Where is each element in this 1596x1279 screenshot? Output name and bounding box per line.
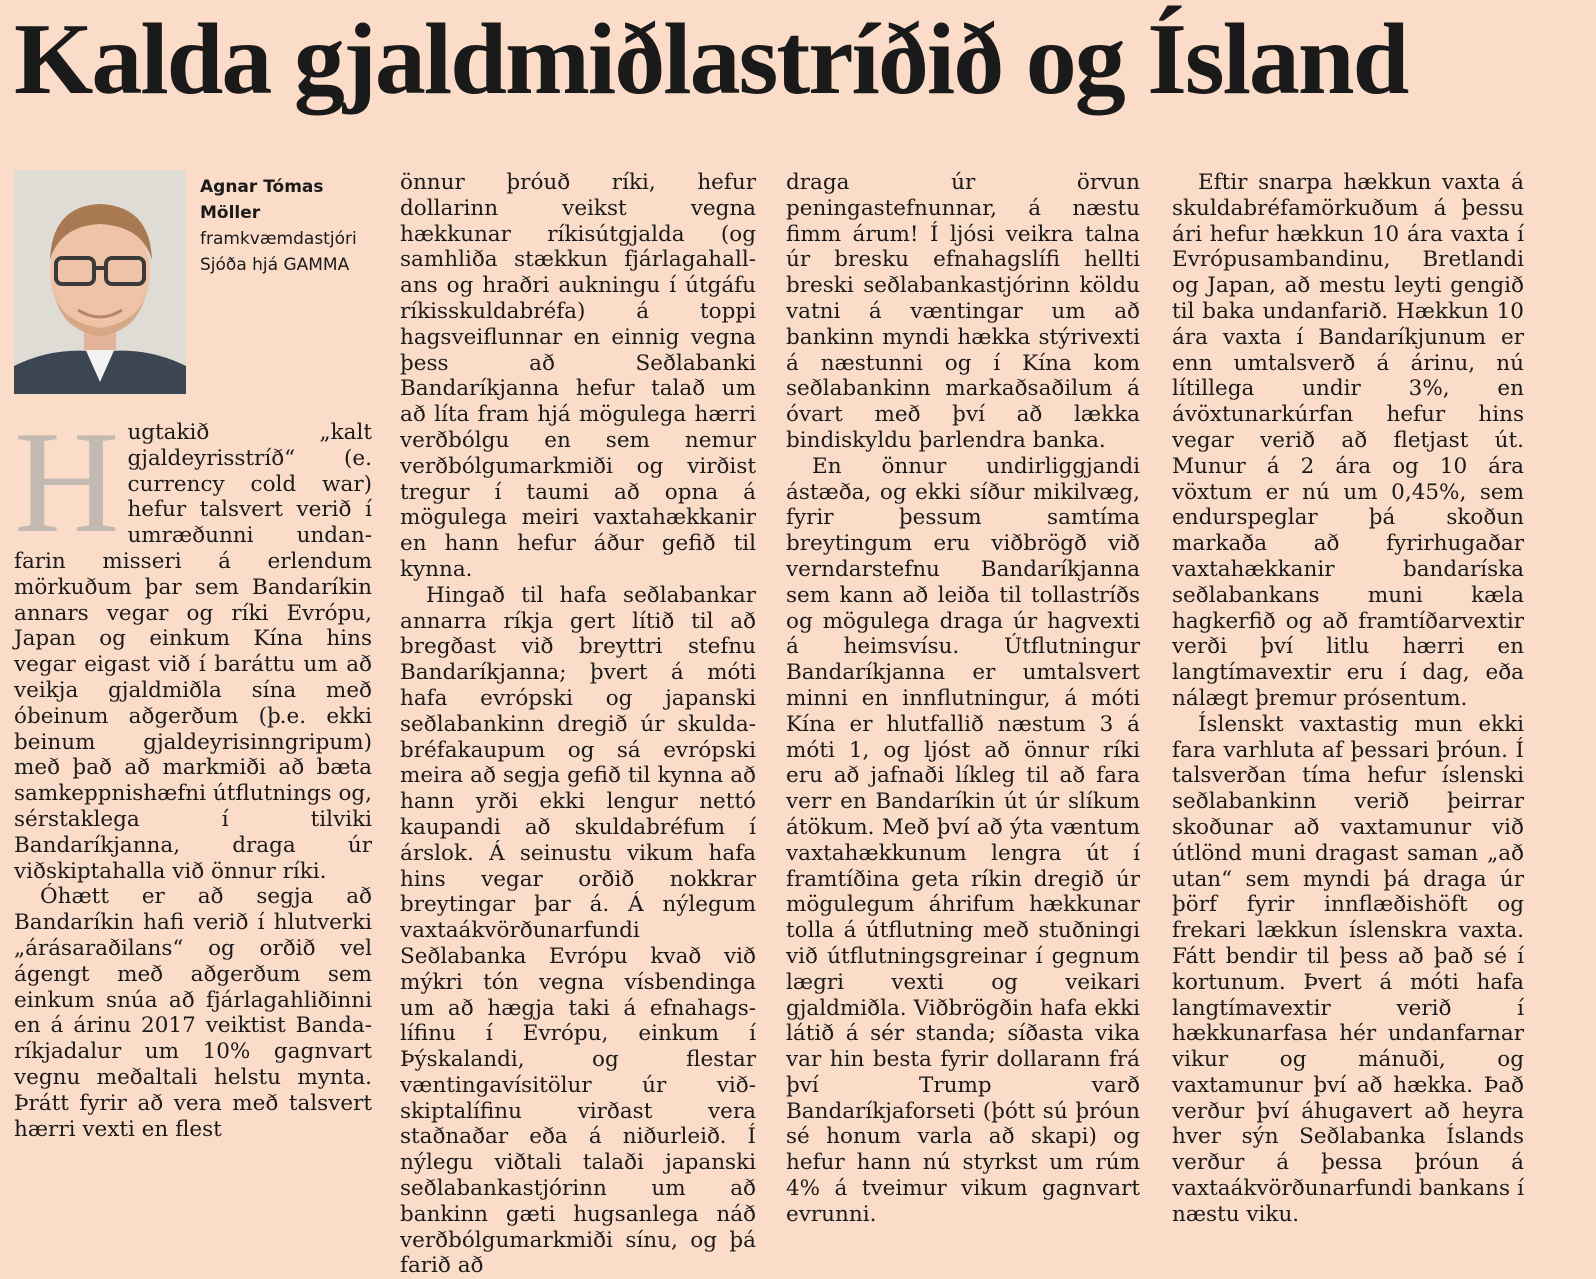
paragraph: ugtakið „kalt gjaldeyrisstríð“ (e. currency cold war) hefur talsvert verið í umræðunni undanfarin misseri á erlendum mörkuðum þar sem Bandaríkin annars vegar og ríki Evrópu, Japan og einkum Kína hins vegar eigast við í baráttu um að veikja gjaldmiðla sína með óbeinum aðgerðum (þ.e. ekki beinum gjaldeyrisinngripum) með það að markmiði að bæta samkeppnishæfni útflutnings og, sérstaklega í tilviki Bandaríkjanna, draga úr viðskiptahalla við önnur ríki. <box>14 420 372 884</box>
column-1 <box>14 170 372 1142</box>
paragraph: önnur þróuð ríki, hefur dollarinn veikst vegna hækkunar ríkisútgjalda (og samhliða stækkun fjárlagahallans og hraðri aukningu í útgáfu ríkisskuldabréfa) á toppi hagsveiflunnar en einnig vegna þess að Seðlabanki Bandaríkjanna hefur talað um að líta fram hjá mögulega hærri verðbólgu en sem nemur verðbólgumarkmiði og virðist tregur í taumi að opna á mögulega meiri vaxtahækkanir en hann hefur áður gefið til kynna. <box>400 170 756 582</box>
paragraph: Íslenskt vaxtastig mun ekki fara varhluta af þessari þróun. Í talsverðan tíma hefur íslenski seðlabankinn verið þeirrar skoðunar að vaxtamunur við útlönd muni dragast saman „að utan“ sem myndi þá draga úr þörf fyrir innflæðishöft og frekari lækkun íslenskra vaxta. Fátt bendir til þess að það sé í kortunum. Þvert á móti hafa langtímavextir verið í hækkunarfasa hér undanfarnar vikur og mánuði, og vaxtamunur því að hækka. Það verður því áhugavert að heyra hver sýn Seðlabanka Íslands verður á þessa þróun á vaxtaákvörðunarfundi bankans í næstu viku. <box>1172 711 1524 1227</box>
paragraph: Óhætt er að segja að Bandaríkin hafi verið í hlutverki „árásaraðilans“ og orðið vel ágengt með aðgerðum sem einkum snúa að fjárlagahliðinni en á árinu 2017 veiktist Bandaríkjadalur um 10% gagnvart vegnu meðaltali helstu mynta. Þrátt fyrir að vera með talsvert hærri vexti en flest <box>14 884 372 1142</box>
author-name: Agnar Tómas Möller <box>200 177 324 223</box>
drop-cap: H <box>14 401 120 563</box>
column-3 <box>786 170 1140 1227</box>
byline <box>200 170 372 396</box>
paragraph: draga úr örvun peningastefnunnar, á næstu fimm árum! Í ljósi veikra talna úr bresku efnahagslífi hellti breski seðlabankastjórinn köldu vatni á væntingar um að bankinn myndi hækka stýrivexti á næstunni og í Kína kom seðlabankinn markaðsaðilum á óvart með því að lækka bindiskyldu þarlendra banka. <box>786 170 1140 453</box>
byline-box <box>14 170 372 396</box>
author-title: framkvæmdastjóri Sjóða hjá GAMMA <box>200 229 357 275</box>
headline: Kalda gjaldmiðlastríðið og Ísland <box>14 3 1408 116</box>
author-portrait <box>14 170 186 394</box>
column-4 <box>1172 170 1524 1227</box>
paragraph: Eftir snarpa hækkun vaxta á skuldabréfamörkuðum á þessu ári hefur hækkun 10 ára vaxta í Evrópusambandinu, Bretlandi og Japan, að mestu leyti gengið til baka undanfarið. Hækkun 10 ára vaxta í Bandaríkjunum er enn umtalsverð á árinu, nú lítillega undir 3%, en ávöxtunarkúrfan hefur hins vegar verið að fletjast út. Munur á 2 ára og 10 ára vöxtum er nú um 0,45%, sem endurspeglar þá skoðun markaða að fyrirhugaðar vaxtahækkanir bandaríska seðlabankans muni kæla hagkerfið og að framtíðarvextir verði því litlu hærri en langtímavextir eru í dag, eða nálægt þremur prósentum. <box>1172 170 1524 711</box>
column-2 <box>400 170 756 1279</box>
author-portrait-image <box>14 170 186 394</box>
paragraph: En önnur undirliggjandi ástæða, og ekki síður mikilvæg, fyrir þessum samtíma breytingum eru viðbrögð við verndarstefnu Bandaríkjanna sem kann að leiða til tollastríðs og mögulega draga úr hagvexti á heimsvísu. Útflutningur Bandaríkjanna er umtalsvert minni en innflutningur, á móti Kína er hlutfallið næstum 3 á móti 1, og ljóst að önnur ríki eru að jafnaði líkleg til að fara verr en Bandaríkin út úr slíkum átökum. Með því að ýta væntum vaxtahækkunum lengra út í framtíðina geta ríkin dregið úr mögulegum áhrifum hækkunar tolla á útflutning með stuðningi við útflutningsgreinar í gegnum lægri vexti og veikari gjaldmiðla. Viðbrögðin hafa ekki látið á sér standa; síðasta vika var hin besta fyrir dollarann frá því Trump varð Bandaríkjaforseti (þótt sú þróun sé honum varla að skapi) og hefur hann nú styrkst um rúm 4% á tveimur vikum gagnvart evrunni. <box>786 453 1140 1227</box>
paragraph: Hingað til hafa seðlabankar annarra ríkja gert lítið til að bregðast við breyttri stefnu Bandaríkjanna; þvert á móti hafa evrópski og japanski seðlabankinn dregið úr skuldabréfakaupum og sá evrópski meira að segja gefið til kynna að hann yrði ekki lengur nettó kaupandi að skuldabréfum í árslok. Á seinustu vikum hafa hins vegar orðið nokkrar breytingar þar á. Á nýlegum vaxtaákvörðunarfundi Seðlabanka Evrópu kvað við mýkri tón vegna vísbendinga um að hægja taki á efnahagslífinu í Evrópu, einkum í Þýskalandi, og flestar væntingavísitölur úr viðskiptalífinu virðast vera staðnaðar eða á niðurleið. Í nýlegu viðtali talaði japanski seðlabankastjórinn um að bankinn gæti hugsanlega náð verðbólgumarkmiði sínu, og þá farið að <box>400 582 756 1279</box>
